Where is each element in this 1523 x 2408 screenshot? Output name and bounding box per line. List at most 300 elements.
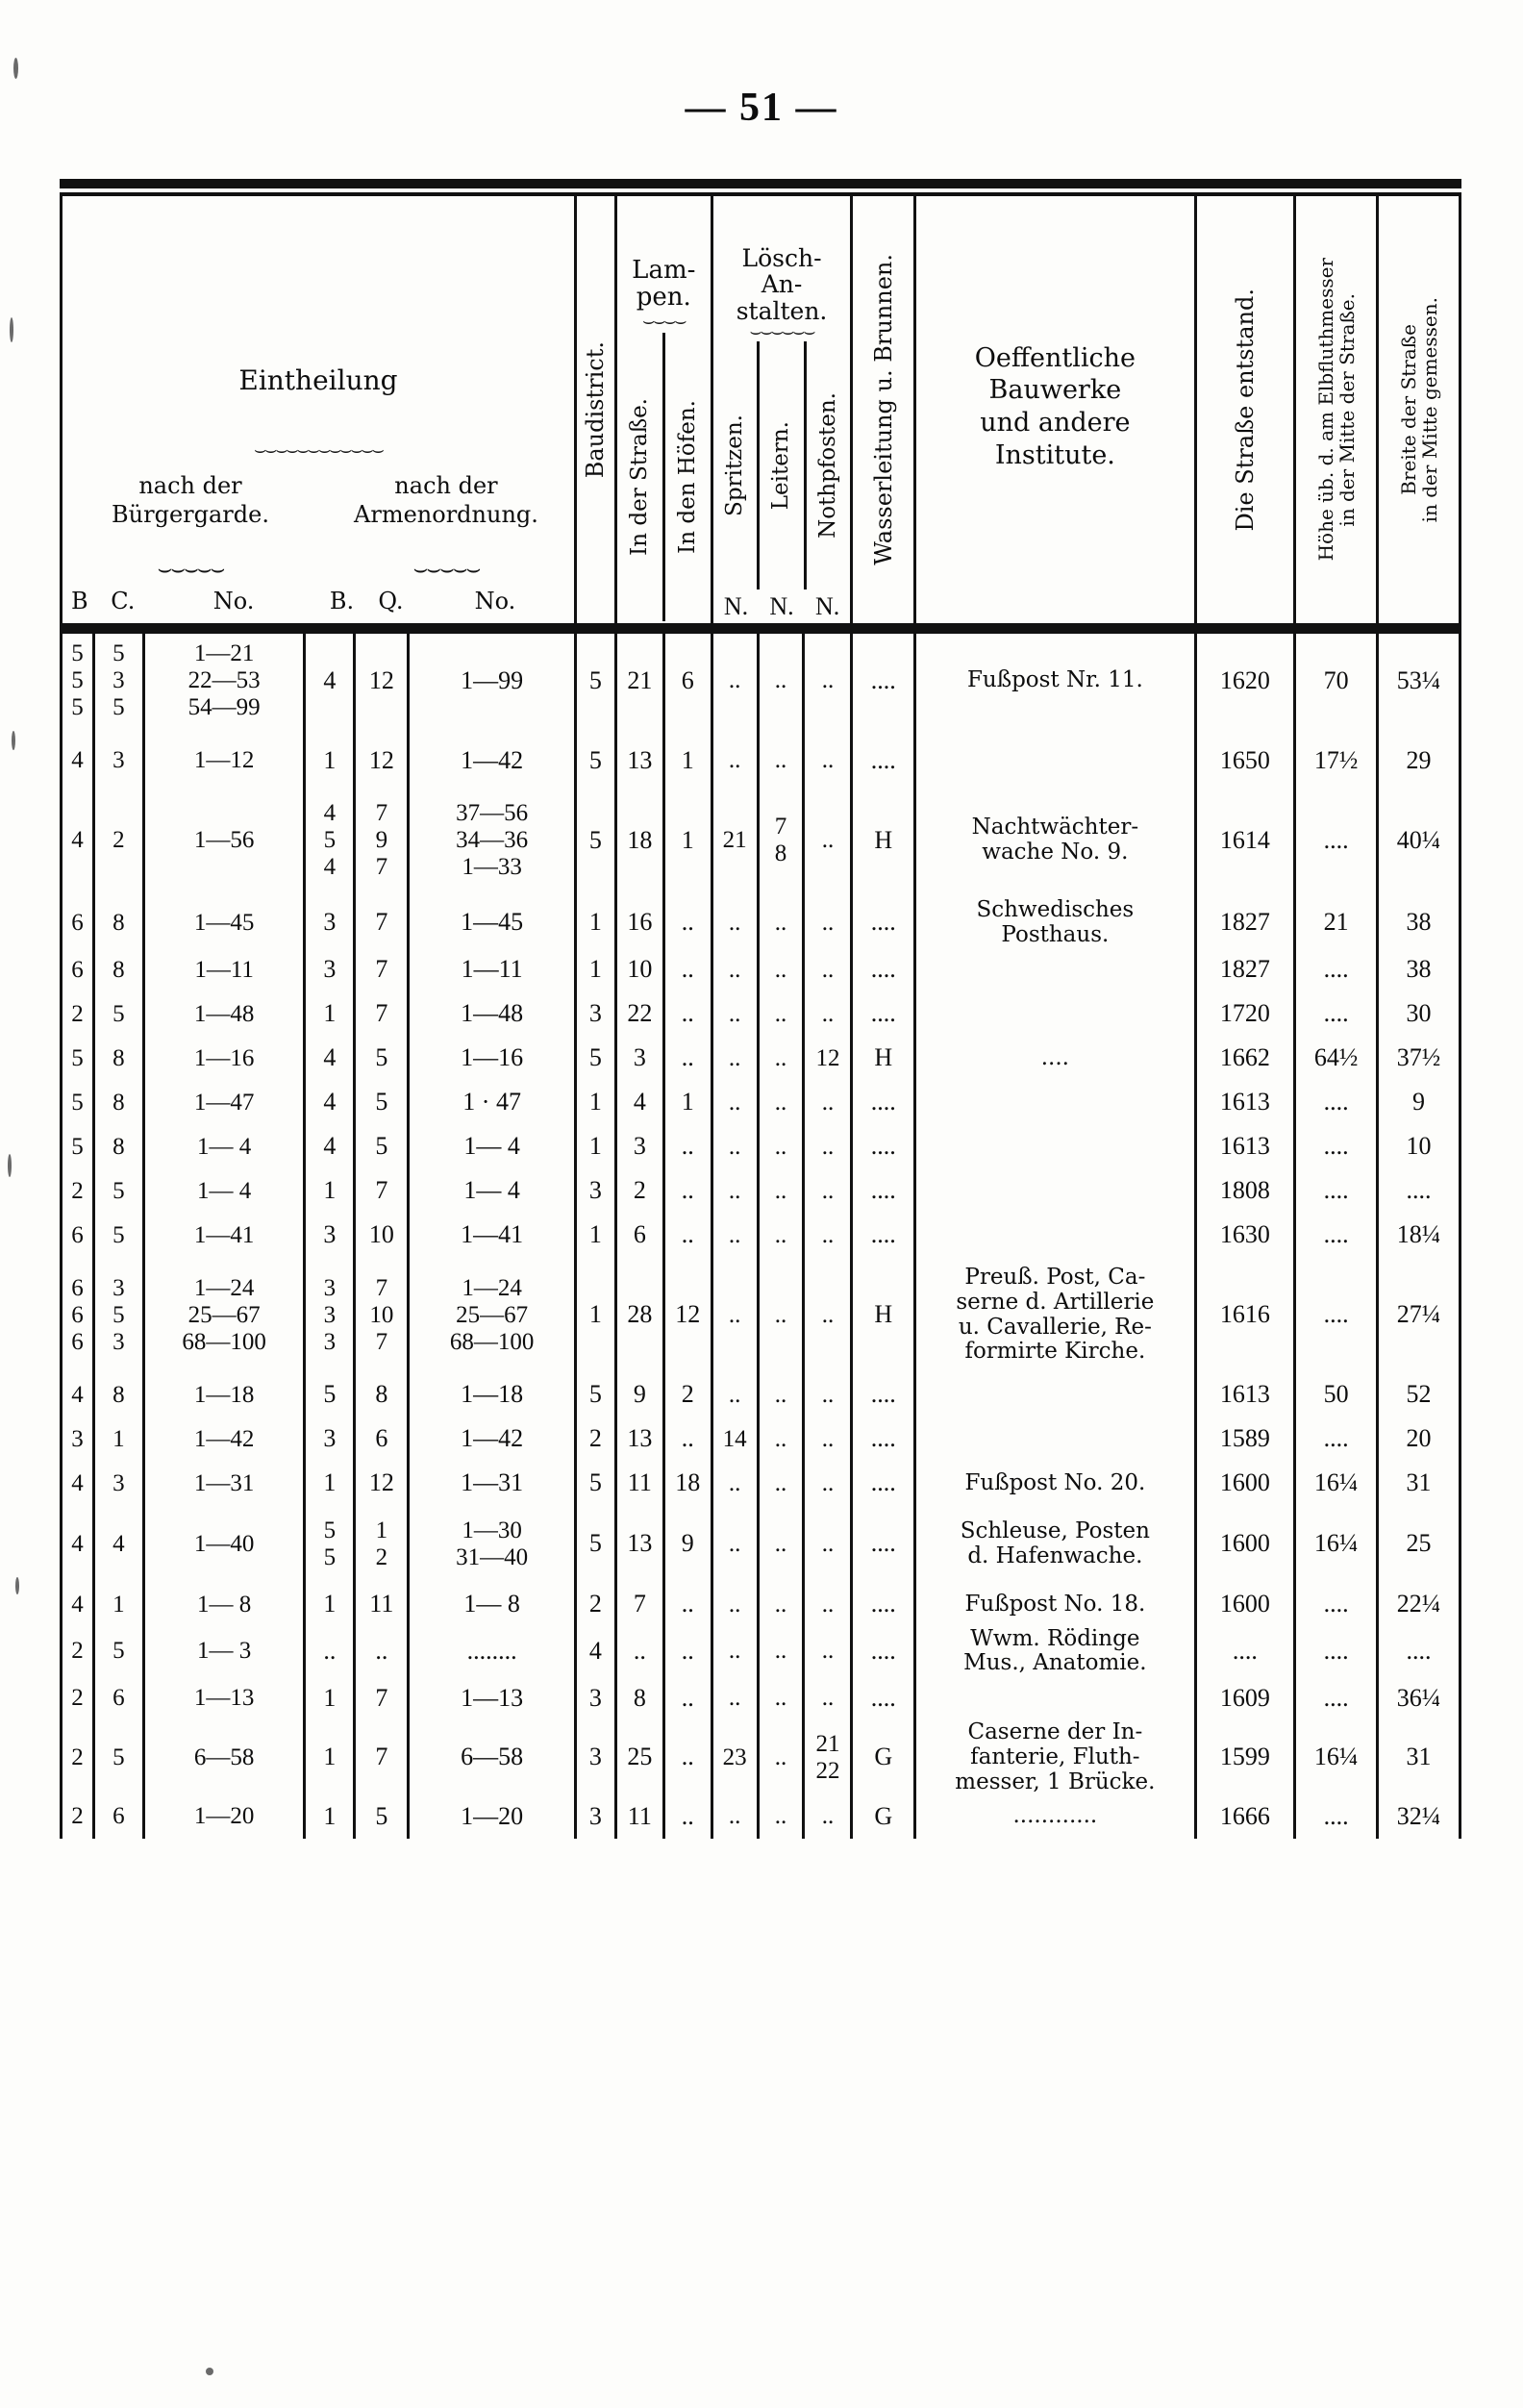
- cell-entstand: 1666: [1195, 1794, 1295, 1839]
- table-row: [62, 992, 1461, 1037]
- cell-baudistrict: 1: [575, 1214, 615, 1258]
- table-row: [62, 1583, 1461, 1627]
- cell-hoehe: 21: [1295, 898, 1378, 948]
- cell-armenordnung-B: 4: [305, 1125, 355, 1169]
- cell-bauwerke: ....: [915, 1037, 1195, 1081]
- cell-buergergarde-B: 6: [62, 1214, 94, 1258]
- cell-buergergarde-B: 5: [62, 1081, 94, 1125]
- header-armenordnung: nach der Armenordnung.: [354, 472, 538, 528]
- cell-buergergarde-No: 1—24 25—67 68—100: [143, 1258, 305, 1373]
- cell-baudistrict: 1: [575, 1258, 615, 1373]
- cell-buergergarde-No: 1—56: [143, 783, 305, 898]
- cell-hoehe: 16¼: [1295, 1720, 1378, 1794]
- cell-leitern: ..: [758, 1037, 804, 1081]
- cell-leitern: ..: [758, 1462, 804, 1506]
- cell-armenordnung-Q: 1 2: [355, 1506, 409, 1583]
- cell-breite: 27¼: [1378, 1258, 1461, 1373]
- cell-lampen-strasse: 22: [615, 992, 663, 1037]
- cell-bauwerke: Preuß. Post, Ca- serne d. Artillerie u. Cavallerie, Re- formirte Kirche.: [915, 1258, 1195, 1373]
- cell-hoehe: ....: [1295, 992, 1378, 1037]
- cell-spritzen: 23: [712, 1720, 758, 1794]
- cell-breite: 22¼: [1378, 1583, 1461, 1627]
- cell-entstand: 1609: [1195, 1676, 1295, 1720]
- cell-hoehe: ....: [1295, 1627, 1378, 1677]
- cell-hoehe: 17½: [1295, 739, 1378, 783]
- cell-armenordnung-No: 37—56 34—36 1—33: [409, 783, 576, 898]
- cell-armenordnung-Q: 12: [355, 623, 409, 739]
- cell-wasserleitung: H: [852, 783, 915, 898]
- cell-buergergarde-B: 4: [62, 783, 94, 898]
- cell-armenordnung-B: 4: [305, 1037, 355, 1081]
- cell-leitern: ..: [758, 1417, 804, 1462]
- table-row: [62, 623, 1461, 739]
- cell-bauwerke: [915, 1125, 1195, 1169]
- cell-leitern: 7 8: [758, 783, 804, 898]
- cell-breite: 36¼: [1378, 1676, 1461, 1720]
- cell-lampen-strasse: 4: [615, 1081, 663, 1125]
- cell-bauwerke: [915, 739, 1195, 783]
- cell-spritzen: ..: [712, 1676, 758, 1720]
- cell-nothpfosten: ..: [804, 623, 852, 739]
- cell-buergergarde-C: 5: [93, 1169, 143, 1214]
- cell-armenordnung-B: 3: [305, 1417, 355, 1462]
- cell-baudistrict: 2: [575, 1583, 615, 1627]
- cell-lampen-strasse: 25: [615, 1720, 663, 1794]
- cell-baudistrict: 1: [575, 1081, 615, 1125]
- cell-hoehe: 70: [1295, 623, 1378, 739]
- cell-armenordnung-B: 3: [305, 898, 355, 948]
- cell-buergergarde-C: 4: [93, 1506, 143, 1583]
- cell-entstand: 1613: [1195, 1125, 1295, 1169]
- table-row: [62, 1169, 1461, 1214]
- cell-buergergarde-B: 3: [62, 1417, 94, 1462]
- cell-nothpfosten: ..: [804, 1258, 852, 1373]
- table-top-rule: [60, 179, 1461, 188]
- cell-lampen-hoefen: ..: [663, 1583, 712, 1627]
- cell-buergergarde-No: 1—12: [143, 739, 305, 783]
- header-lampen-hoefen: In den Höfen.: [674, 400, 700, 554]
- header-col-No1: No.: [212, 588, 255, 615]
- header-spritzen-nn: N.: [723, 592, 749, 621]
- cell-armenordnung-B: 1: [305, 1794, 355, 1839]
- cell-entstand: 1630: [1195, 1214, 1295, 1258]
- header-col-B2: B.: [329, 588, 355, 615]
- cell-lampen-strasse: 6: [615, 1214, 663, 1258]
- cell-entstand: 1599: [1195, 1720, 1295, 1794]
- header-nothpfosten: Nothpfosten.: [814, 392, 840, 539]
- loesch-title: Lösch- An- stalten.: [736, 243, 828, 325]
- cell-nothpfosten: ..: [804, 1125, 852, 1169]
- cell-leitern: ..: [758, 948, 804, 992]
- cell-armenordnung-No: ........: [409, 1627, 576, 1677]
- cell-lampen-strasse: 11: [615, 1462, 663, 1506]
- cell-leitern: ..: [758, 1373, 804, 1417]
- cell-baudistrict: 5: [575, 623, 615, 739]
- cell-breite: 38: [1378, 948, 1461, 992]
- cell-spritzen: ..: [712, 739, 758, 783]
- cell-bauwerke: Schleuse, Posten d. Hafenwache.: [915, 1506, 1195, 1583]
- cell-entstand: 1600: [1195, 1462, 1295, 1506]
- cell-baudistrict: 3: [575, 1169, 615, 1214]
- table-row: [62, 1627, 1461, 1677]
- cell-entstand: 1827: [1195, 948, 1295, 992]
- cell-breite: 9: [1378, 1081, 1461, 1125]
- cell-nothpfosten: ..: [804, 898, 852, 948]
- cell-lampen-hoefen: 1: [663, 783, 712, 898]
- cell-lampen-hoefen: ..: [663, 1125, 712, 1169]
- cell-baudistrict: 3: [575, 1720, 615, 1794]
- scan-speck: [206, 2368, 213, 2375]
- cell-lampen-strasse: 13: [615, 739, 663, 783]
- cell-armenordnung-Q: ..: [355, 1627, 409, 1677]
- cell-armenordnung-No: 1—20: [409, 1794, 576, 1839]
- cell-hoehe: 64½: [1295, 1037, 1378, 1081]
- table-header: [62, 196, 1461, 623]
- cell-lampen-hoefen: ..: [663, 1417, 712, 1462]
- cell-spritzen: ..: [712, 1214, 758, 1258]
- table-row: [62, 1081, 1461, 1125]
- cell-hoehe: ....: [1295, 1214, 1378, 1258]
- cell-armenordnung-Q: 5: [355, 1081, 409, 1125]
- cell-breite: 40¼: [1378, 783, 1461, 898]
- cell-leitern: ..: [758, 1169, 804, 1214]
- cell-buergergarde-C: 5: [93, 992, 143, 1037]
- cell-hoehe: ....: [1295, 1258, 1378, 1373]
- cell-baudistrict: 2: [575, 1417, 615, 1462]
- cell-armenordnung-No: 1—45: [409, 898, 576, 948]
- cell-hoehe: ....: [1295, 948, 1378, 992]
- cell-buergergarde-No: 6—58: [143, 1720, 305, 1794]
- header-col-C: C.: [111, 588, 136, 615]
- cell-spritzen: ..: [712, 1258, 758, 1373]
- header-separator-rule: [60, 623, 1461, 634]
- scan-speck: [12, 731, 15, 750]
- cell-armenordnung-B: 4 5 4: [305, 783, 355, 898]
- cell-lampen-strasse: 3: [615, 1037, 663, 1081]
- cell-spritzen: ..: [712, 992, 758, 1037]
- cell-buergergarde-B: 4: [62, 1583, 94, 1627]
- cell-leitern: ..: [758, 739, 804, 783]
- cell-armenordnung-B: 5: [305, 1373, 355, 1417]
- header-leitern: Leitern.: [768, 421, 794, 511]
- cell-entstand: 1662: [1195, 1037, 1295, 1081]
- cell-lampen-strasse: 16: [615, 898, 663, 948]
- cell-wasserleitung: G: [852, 1794, 915, 1839]
- cell-hoehe: ....: [1295, 1583, 1378, 1627]
- cell-leitern: ..: [758, 1794, 804, 1839]
- cell-wasserleitung: G: [852, 1720, 915, 1794]
- scan-speck: [8, 1154, 12, 1177]
- cell-leitern: ..: [758, 898, 804, 948]
- cell-leitern: ..: [758, 1720, 804, 1794]
- cell-buergergarde-C: 3: [93, 1462, 143, 1506]
- table-row: [62, 1720, 1461, 1794]
- cell-buergergarde-C: 5: [93, 1214, 143, 1258]
- cell-baudistrict: 4: [575, 1627, 615, 1677]
- cell-armenordnung-B: 1: [305, 739, 355, 783]
- cell-entstand: 1616: [1195, 1258, 1295, 1373]
- table-row: [62, 1417, 1461, 1462]
- table-row: [62, 1676, 1461, 1720]
- cell-nothpfosten: ..: [804, 1462, 852, 1506]
- cell-lampen-strasse: 8: [615, 1676, 663, 1720]
- cell-spritzen: ..: [712, 1037, 758, 1081]
- cell-wasserleitung: ....: [852, 1583, 915, 1627]
- cell-buergergarde-C: 1: [93, 1583, 143, 1627]
- cell-buergergarde-B: 4: [62, 1462, 94, 1506]
- cell-lampen-strasse: 3: [615, 1125, 663, 1169]
- cell-nothpfosten: ..: [804, 1794, 852, 1839]
- cell-armenordnung-Q: 8: [355, 1373, 409, 1417]
- cell-armenordnung-Q: 7: [355, 898, 409, 948]
- cell-armenordnung-No: 1—24 25—67 68—100: [409, 1258, 576, 1373]
- cell-lampen-hoefen: ..: [663, 1169, 712, 1214]
- cell-bauwerke: Schwedisches Posthaus.: [915, 898, 1195, 948]
- cell-baudistrict: 3: [575, 992, 615, 1037]
- cell-lampen-hoefen: 6: [663, 623, 712, 739]
- header-col-Q: Q.: [378, 588, 404, 615]
- cell-buergergarde-B: 6: [62, 948, 94, 992]
- cell-lampen-hoefen: ..: [663, 1214, 712, 1258]
- cell-armenordnung-No: 1—30 31—40: [409, 1506, 576, 1583]
- cell-armenordnung-No: 1—99: [409, 623, 576, 739]
- header-row-groups: [62, 196, 1461, 623]
- cell-armenordnung-Q: 11: [355, 1583, 409, 1627]
- cell-baudistrict: 5: [575, 739, 615, 783]
- cell-lampen-strasse: 13: [615, 1506, 663, 1583]
- cell-wasserleitung: ....: [852, 1125, 915, 1169]
- cell-breite: 20: [1378, 1417, 1461, 1462]
- cell-buergergarde-C: 8: [93, 1081, 143, 1125]
- buergergarde-brace: ⌣⌣⌣⌣⌣: [157, 555, 224, 582]
- table-row: [62, 1214, 1461, 1258]
- cell-wasserleitung: ....: [852, 948, 915, 992]
- cell-armenordnung-Q: 7 10 7: [355, 1258, 409, 1373]
- cell-buergergarde-C: 8: [93, 948, 143, 992]
- cell-hoehe: ....: [1295, 1169, 1378, 1214]
- cell-wasserleitung: ....: [852, 898, 915, 948]
- cell-breite: 29: [1378, 739, 1461, 783]
- cell-armenordnung-B: 3: [305, 948, 355, 992]
- cell-hoehe: ....: [1295, 1794, 1378, 1839]
- header-lampen-strasse: In der Straße.: [626, 398, 652, 556]
- cell-spritzen: ..: [712, 1373, 758, 1417]
- cell-baudistrict: 1: [575, 948, 615, 992]
- cell-leitern: ..: [758, 1676, 804, 1720]
- cell-armenordnung-No: 1— 8: [409, 1583, 576, 1627]
- cell-nothpfosten: 12: [804, 1037, 852, 1081]
- cell-armenordnung-B: 1: [305, 1720, 355, 1794]
- street-statistics-table: [60, 196, 1461, 1839]
- cell-leitern: ..: [758, 1125, 804, 1169]
- cell-leitern: ..: [758, 1258, 804, 1373]
- statistics-table-wrapper: [60, 179, 1461, 2323]
- cell-buergergarde-B: 2: [62, 1676, 94, 1720]
- cell-lampen-strasse: 11: [615, 1794, 663, 1839]
- cell-buergergarde-B: 2: [62, 1627, 94, 1677]
- cell-buergergarde-C: 5 3 5: [93, 623, 143, 739]
- header-spritzen: Spritzen.: [721, 414, 747, 517]
- header-hoehe: Höhe üb. d. am Elbfluthmesser in der Mitte der Straße.: [1295, 196, 1378, 623]
- cell-wasserleitung: ....: [852, 1081, 915, 1125]
- cell-buergergarde-C: 6: [93, 1676, 143, 1720]
- cell-lampen-hoefen: 18: [663, 1462, 712, 1506]
- cell-bauwerke: Caserne der In- fanterie, Fluth- messer, 1 Brücke.: [915, 1720, 1195, 1794]
- cell-armenordnung-B: 4: [305, 623, 355, 739]
- cell-breite: 30: [1378, 992, 1461, 1037]
- cell-armenordnung-Q: 12: [355, 739, 409, 783]
- cell-entstand: 1620: [1195, 623, 1295, 739]
- cell-bauwerke: [915, 1081, 1195, 1125]
- cell-lampen-hoefen: 9: [663, 1506, 712, 1583]
- cell-armenordnung-B: 1: [305, 992, 355, 1037]
- cell-armenordnung-Q: 7: [355, 1169, 409, 1214]
- cell-wasserleitung: ....: [852, 739, 915, 783]
- cell-nothpfosten: ..: [804, 1627, 852, 1677]
- cell-entstand: 1614: [1195, 783, 1295, 898]
- table-row: [62, 1037, 1461, 1081]
- cell-spritzen: 21: [712, 783, 758, 898]
- cell-armenordnung-B: ..: [305, 1627, 355, 1677]
- header-wasserleitung: Wasserleitung u. Brunnen.: [852, 196, 915, 623]
- cell-leitern: ..: [758, 1583, 804, 1627]
- cell-armenordnung-No: 1—11: [409, 948, 576, 992]
- cell-buergergarde-B: 5: [62, 1037, 94, 1081]
- cell-armenordnung-No: 1— 4: [409, 1125, 576, 1169]
- cell-spritzen: ..: [712, 948, 758, 992]
- cell-armenordnung-Q: 5: [355, 1125, 409, 1169]
- cell-buergergarde-C: 8: [93, 1037, 143, 1081]
- cell-nothpfosten: ..: [804, 1583, 852, 1627]
- eintheilung-brace: ⌣⌣⌣⌣⌣⌣⌣⌣⌣⌣⌣⌣: [254, 439, 383, 461]
- table-row: [62, 1506, 1461, 1583]
- cell-buergergarde-B: 2: [62, 1169, 94, 1214]
- cell-lampen-hoefen: ..: [663, 1037, 712, 1081]
- lampen-brace: ⌣⌣⌣⌣: [641, 311, 686, 332]
- cell-armenordnung-B: 1: [305, 1462, 355, 1506]
- cell-armenordnung-No: 1—16: [409, 1037, 576, 1081]
- cell-spritzen: ..: [712, 1794, 758, 1839]
- cell-armenordnung-B: 3: [305, 1214, 355, 1258]
- cell-lampen-hoefen: 1: [663, 1081, 712, 1125]
- cell-armenordnung-Q: 10: [355, 1214, 409, 1258]
- cell-leitern: ..: [758, 1506, 804, 1583]
- cell-baudistrict: 1: [575, 898, 615, 948]
- cell-entstand: 1613: [1195, 1081, 1295, 1125]
- cell-armenordnung-Q: 7: [355, 948, 409, 992]
- cell-armenordnung-Q: 12: [355, 1462, 409, 1506]
- cell-baudistrict: 5: [575, 1506, 615, 1583]
- cell-spritzen: ..: [712, 898, 758, 948]
- cell-breite: ....: [1378, 1627, 1461, 1677]
- cell-breite: 10: [1378, 1125, 1461, 1169]
- cell-armenordnung-No: 1—18: [409, 1373, 576, 1417]
- cell-armenordnung-Q: 7: [355, 1676, 409, 1720]
- cell-armenordnung-No: 1—42: [409, 1417, 576, 1462]
- table-row: [62, 1373, 1461, 1417]
- cell-wasserleitung: ....: [852, 992, 915, 1037]
- cell-leitern: ..: [758, 623, 804, 739]
- header-lampen-group: [615, 196, 712, 623]
- cell-nothpfosten: ..: [804, 739, 852, 783]
- header-breite: Breite der Straße in der Mitte gemessen.: [1378, 196, 1461, 623]
- cell-leitern: ..: [758, 992, 804, 1037]
- cell-nothpfosten: ..: [804, 1506, 852, 1583]
- cell-nothpfosten: ..: [804, 992, 852, 1037]
- cell-buergergarde-No: 1—40: [143, 1506, 305, 1583]
- cell-nothpfosten: ..: [804, 1676, 852, 1720]
- header-col-No2: No.: [474, 588, 516, 615]
- cell-entstand: 1720: [1195, 992, 1295, 1037]
- cell-buergergarde-B: 4: [62, 1506, 94, 1583]
- cell-armenordnung-No: 1—31: [409, 1462, 576, 1506]
- cell-entstand: 1808: [1195, 1169, 1295, 1214]
- cell-nothpfosten: ..: [804, 1214, 852, 1258]
- cell-armenordnung-B: 3 3 3: [305, 1258, 355, 1373]
- cell-entstand: 1589: [1195, 1417, 1295, 1462]
- cell-armenordnung-No: 1—13: [409, 1676, 576, 1720]
- cell-buergergarde-B: 4: [62, 1373, 94, 1417]
- cell-lampen-hoefen: ..: [663, 898, 712, 948]
- cell-lampen-hoefen: 1: [663, 739, 712, 783]
- cell-buergergarde-B: 5: [62, 1125, 94, 1169]
- cell-buergergarde-No: 1— 8: [143, 1583, 305, 1627]
- cell-buergergarde-No: 1—13: [143, 1676, 305, 1720]
- cell-baudistrict: 1: [575, 1125, 615, 1169]
- cell-lampen-strasse: 10: [615, 948, 663, 992]
- cell-wasserleitung: ....: [852, 1627, 915, 1677]
- cell-buergergarde-B: 2: [62, 992, 94, 1037]
- cell-buergergarde-C: 1: [93, 1417, 143, 1462]
- cell-lampen-strasse: 9: [615, 1373, 663, 1417]
- loesch-brace: ⌣⌣⌣⌣⌣⌣: [749, 321, 814, 343]
- header-baudistrict: Baudistrict.: [575, 196, 615, 623]
- cell-armenordnung-No: 1 · 47: [409, 1081, 576, 1125]
- cell-entstand: 1600: [1195, 1506, 1295, 1583]
- cell-armenordnung-B: 5 5: [305, 1506, 355, 1583]
- cell-buergergarde-No: 1— 4: [143, 1125, 305, 1169]
- cell-buergergarde-No: 1—21 22—53 54—99: [143, 623, 305, 739]
- cell-hoehe: 16¼: [1295, 1462, 1378, 1506]
- cell-entstand: ....: [1195, 1627, 1295, 1677]
- cell-bauwerke: [915, 1214, 1195, 1258]
- cell-bauwerke: [915, 948, 1195, 992]
- cell-armenordnung-No: 1—48: [409, 992, 576, 1037]
- cell-nothpfosten: ..: [804, 1373, 852, 1417]
- cell-lampen-hoefen: 12: [663, 1258, 712, 1373]
- cell-buergergarde-No: 1—42: [143, 1417, 305, 1462]
- cell-hoehe: ....: [1295, 783, 1378, 898]
- cell-lampen-hoefen: ..: [663, 1676, 712, 1720]
- cell-buergergarde-B: 6: [62, 898, 94, 948]
- cell-armenordnung-Q: 5: [355, 1037, 409, 1081]
- cell-buergergarde-No: 1—31: [143, 1462, 305, 1506]
- cell-nothpfosten: ..: [804, 1081, 852, 1125]
- cell-baudistrict: 5: [575, 783, 615, 898]
- cell-hoehe: ....: [1295, 1081, 1378, 1125]
- cell-lampen-hoefen: ..: [663, 992, 712, 1037]
- cell-entstand: 1600: [1195, 1583, 1295, 1627]
- cell-buergergarde-No: 1—18: [143, 1373, 305, 1417]
- cell-leitern: ..: [758, 1627, 804, 1677]
- cell-buergergarde-No: 1— 4: [143, 1169, 305, 1214]
- cell-lampen-strasse: 7: [615, 1583, 663, 1627]
- armenordnung-brace: ⌣⌣⌣⌣⌣: [412, 555, 480, 582]
- cell-spritzen: ..: [712, 1627, 758, 1677]
- cell-armenordnung-Q: 7 9 7: [355, 783, 409, 898]
- cell-breite: 52: [1378, 1373, 1461, 1417]
- cell-armenordnung-B: 1: [305, 1583, 355, 1627]
